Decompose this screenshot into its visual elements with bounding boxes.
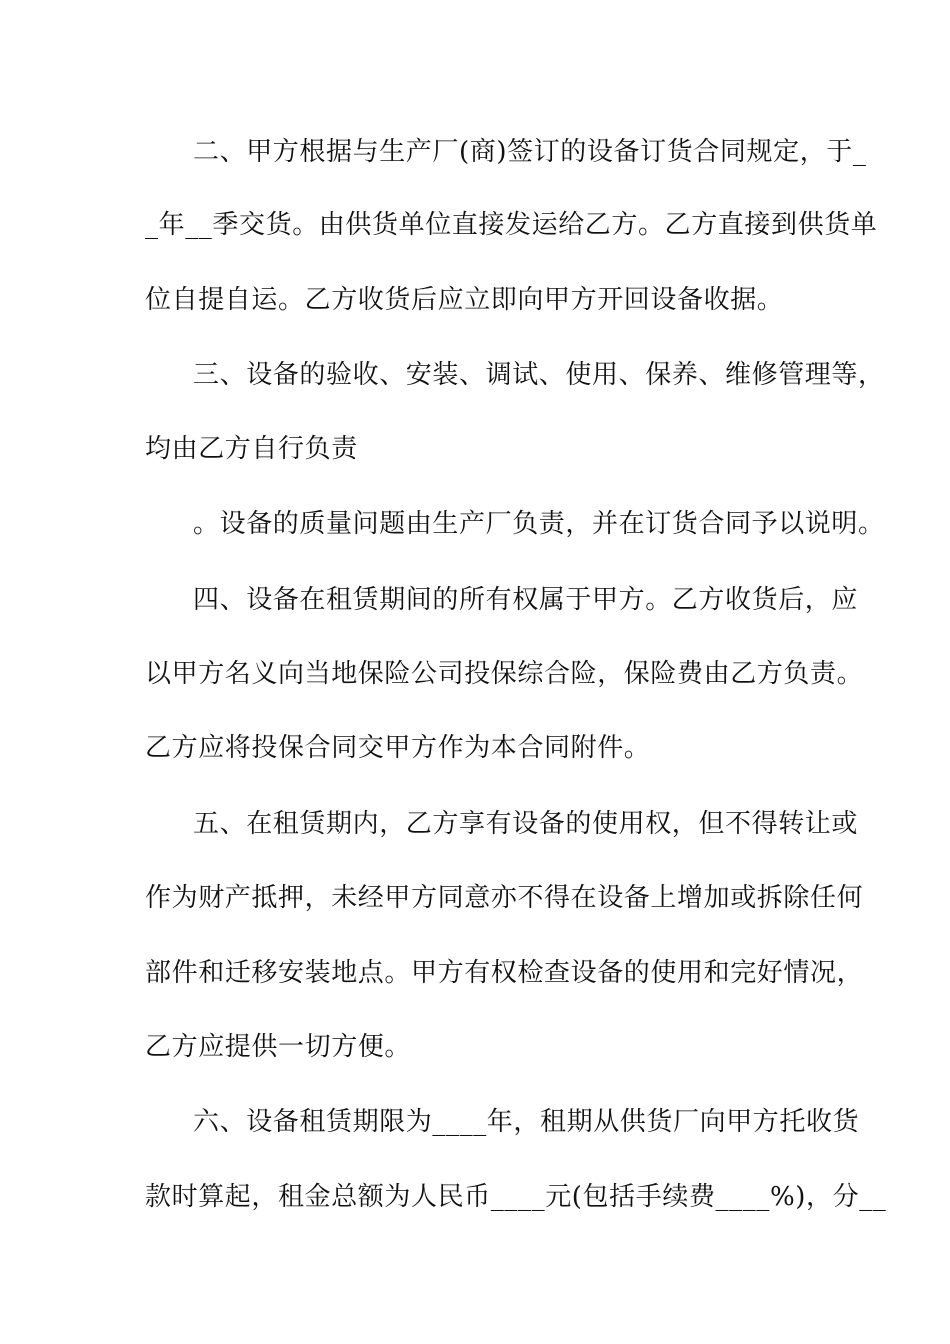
clause-2-line-3: 位自提自运。乙方收货后应立即向甲方开回设备收据。: [145, 285, 784, 315]
clause-4-line-3: 乙方应将投保合同交甲方作为本合同附件。: [145, 733, 651, 763]
clause-3-line-1: 三、设备的验收、安装、调试、使用、保养、维修管理等，: [193, 360, 885, 390]
clause-5-line-2: 作为财产抵押，未经甲方同意亦不得在设备上增加或拆除任何: [145, 883, 864, 913]
clause-3-line-2: 均由乙方自行负责: [145, 434, 358, 464]
clause-4-line-2: 以甲方名义向当地保险公司投保综合险，保险费由乙方负责。: [145, 659, 864, 689]
clause-3-line-3: 。设备的质量问题由生产厂负责，并在订货合同予以说明。: [193, 509, 885, 539]
clause-4-line-1: 四、设备在租赁期间的所有权属于甲方。乙方收货后，应: [193, 585, 859, 615]
clause-6-line-1: 六、设备租赁期限为____年，租期从供货厂向甲方托收货: [193, 1107, 860, 1137]
clause-5-line-4: 乙方应提供一切方便。: [145, 1032, 412, 1062]
clause-6-line-2: 款时算起，租金总额为人民币____元(包括手续费____%)，分__: [145, 1182, 887, 1212]
clause-5-line-1: 五、在租赁期内，乙方享有设备的使用权，但不得转让或: [193, 809, 859, 839]
clause-2-line-2: _年__季交货。由供货单位直接发运给乙方。乙方直接到供货单: [145, 210, 878, 240]
clause-2-line-1: 二、甲方根据与生产厂(商)签订的设备订货合同规定，于_: [193, 137, 867, 167]
clause-5-line-3: 部件和迁移安装地点。甲方有权检查设备的使用和完好情况，: [145, 958, 864, 988]
